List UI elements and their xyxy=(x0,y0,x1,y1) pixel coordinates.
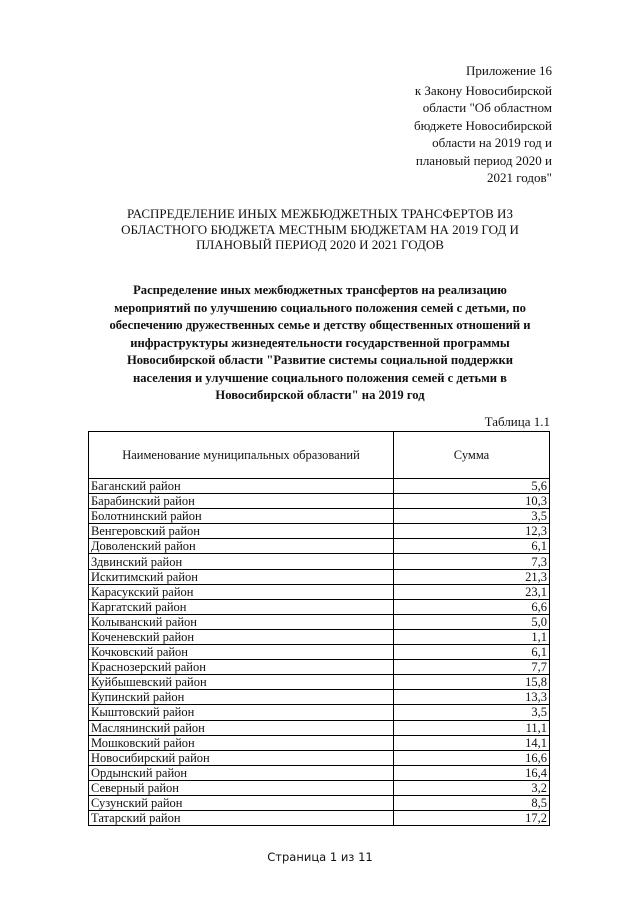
municipality-name: Карасукский район xyxy=(89,584,394,599)
table-row xyxy=(89,584,550,599)
table-row xyxy=(89,539,550,554)
municipality-name: Баганский район xyxy=(89,479,394,494)
table-row xyxy=(89,660,550,675)
municipality-name: Колыванский район xyxy=(89,614,394,629)
sum-value: 16,4 xyxy=(394,765,550,780)
table-row xyxy=(89,614,550,629)
municipality-name: Ордынский район xyxy=(89,765,394,780)
sum-value: 5,0 xyxy=(394,614,550,629)
table-body xyxy=(89,479,550,826)
sum-value: 8,5 xyxy=(394,795,550,810)
appendix-block xyxy=(352,62,552,187)
sum-value: 16,6 xyxy=(394,750,550,765)
municipality-name: Куйбышевский район xyxy=(89,675,394,690)
municipality-name: Маслянинский район xyxy=(89,720,394,735)
appendix-line: области на 2019 год и xyxy=(432,135,552,150)
sum-value: 13,3 xyxy=(394,690,550,705)
appendix-line: бюджете Новосибирской xyxy=(413,117,552,133)
table-row xyxy=(89,479,550,494)
sum-value: 15,8 xyxy=(394,675,550,690)
table-row xyxy=(89,599,550,614)
appendix-line: к Закону Новосибирской xyxy=(414,82,552,98)
sub-title-line: Новосибирской области" на 2019 год xyxy=(215,388,425,402)
table-row xyxy=(89,765,550,780)
sum-value: 3,2 xyxy=(394,780,550,795)
sum-value: 14,1 xyxy=(394,735,550,750)
municipality-name: Доволенский район xyxy=(89,539,394,554)
sum-value: 1,1 xyxy=(394,629,550,644)
table-row xyxy=(89,509,550,524)
appendix-line: Приложение 16 xyxy=(465,63,552,78)
sum-value: 10,3 xyxy=(394,494,550,509)
sum-value: 23,1 xyxy=(394,584,550,599)
municipality-name: Барабинский район xyxy=(89,494,394,509)
sum-value: 6,1 xyxy=(394,645,550,660)
municipality-name: Мошковский район xyxy=(89,735,394,750)
table-row xyxy=(89,554,550,569)
municipality-name: Татарский район xyxy=(89,811,394,826)
page-footer: Страница 1 из 11 xyxy=(267,850,373,864)
sum-value: 17,2 xyxy=(394,811,550,826)
municipality-name: Купинский район xyxy=(89,690,394,705)
appendix-line: плановый период 2020 и xyxy=(415,152,552,168)
table-row xyxy=(89,690,550,705)
municipality-name: Новосибирский район xyxy=(89,750,394,765)
sub-title-line: Распределение иных межбюджетных трансфертов на реализацию xyxy=(133,283,507,297)
sum-value: 3,5 xyxy=(394,509,550,524)
header-sum: Сумма xyxy=(394,432,550,479)
sum-value: 12,3 xyxy=(394,524,550,539)
appendix-line: области "Об областном xyxy=(422,100,552,115)
header-municipality: Наименование муниципальных образований xyxy=(89,432,394,479)
sum-value: 21,3 xyxy=(394,569,550,584)
main-title xyxy=(90,206,550,253)
municipality-name: Венгеровский район xyxy=(89,524,394,539)
sub-title xyxy=(90,282,550,405)
table-row xyxy=(89,735,550,750)
sub-title-line: обеспечению дружественных семье и детству общественных отношений и xyxy=(109,318,531,332)
table-row xyxy=(89,629,550,644)
sub-title-line: Новосибирской области "Развитие системы социальной поддержки xyxy=(126,353,514,367)
table-row xyxy=(89,750,550,765)
sum-value: 5,6 xyxy=(394,479,550,494)
table-row xyxy=(89,720,550,735)
sub-title-line: населения и улучшение социального положения семей с детьми в xyxy=(133,370,507,385)
sub-title-line: мероприятий по улучшению социального положения семей с детьми, по xyxy=(114,300,526,315)
municipality-name: Северный район xyxy=(89,780,394,795)
sub-title-line: инфраструктуры жизнедеятельности государственной программы xyxy=(130,335,510,350)
main-title-line: РАСПРЕДЕЛЕНИЕ ИНЫХ МЕЖБЮДЖЕТНЫХ ТРАНСФЕРТОВ ИЗ xyxy=(127,206,513,221)
municipality-name: Кыштовский район xyxy=(89,705,394,720)
sum-value: 11,1 xyxy=(394,720,550,735)
main-title-line: ОБЛАСТНОГО БЮДЖЕТА МЕСТНЫМ БЮДЖЕТАМ НА 2019 ГОД И xyxy=(121,221,519,237)
appendix-line: 2021 годов" xyxy=(487,170,552,185)
sum-value: 3,5 xyxy=(394,705,550,720)
sum-value: 6,1 xyxy=(394,539,550,554)
table-row xyxy=(89,780,550,795)
sum-value: 7,3 xyxy=(394,554,550,569)
table-row xyxy=(89,645,550,660)
sum-value: 6,6 xyxy=(394,599,550,614)
municipality-name: Искитимский район xyxy=(89,569,394,584)
allocation-table xyxy=(88,431,550,826)
table-row xyxy=(89,795,550,810)
municipality-name: Краснозерский район xyxy=(89,660,394,675)
main-title-line: ПЛАНОВЫЙ ПЕРИОД 2020 И 2021 ГОДОВ xyxy=(196,237,444,252)
table-row xyxy=(89,705,550,720)
table-row xyxy=(89,524,550,539)
table-row xyxy=(89,811,550,826)
table-row xyxy=(89,494,550,509)
table-row xyxy=(89,675,550,690)
table-label: Таблица 1.1 xyxy=(484,414,550,429)
municipality-name: Здвинский район xyxy=(89,554,394,569)
municipality-name: Каргатский район xyxy=(89,599,394,614)
municipality-name: Сузунский район xyxy=(89,795,394,810)
table-header-row xyxy=(89,432,550,479)
sum-value: 7,7 xyxy=(394,660,550,675)
municipality-name: Коченевский район xyxy=(89,629,394,644)
municipality-name: Кочковский район xyxy=(89,645,394,660)
table-row xyxy=(89,569,550,584)
municipality-name: Болотнинский район xyxy=(89,509,394,524)
